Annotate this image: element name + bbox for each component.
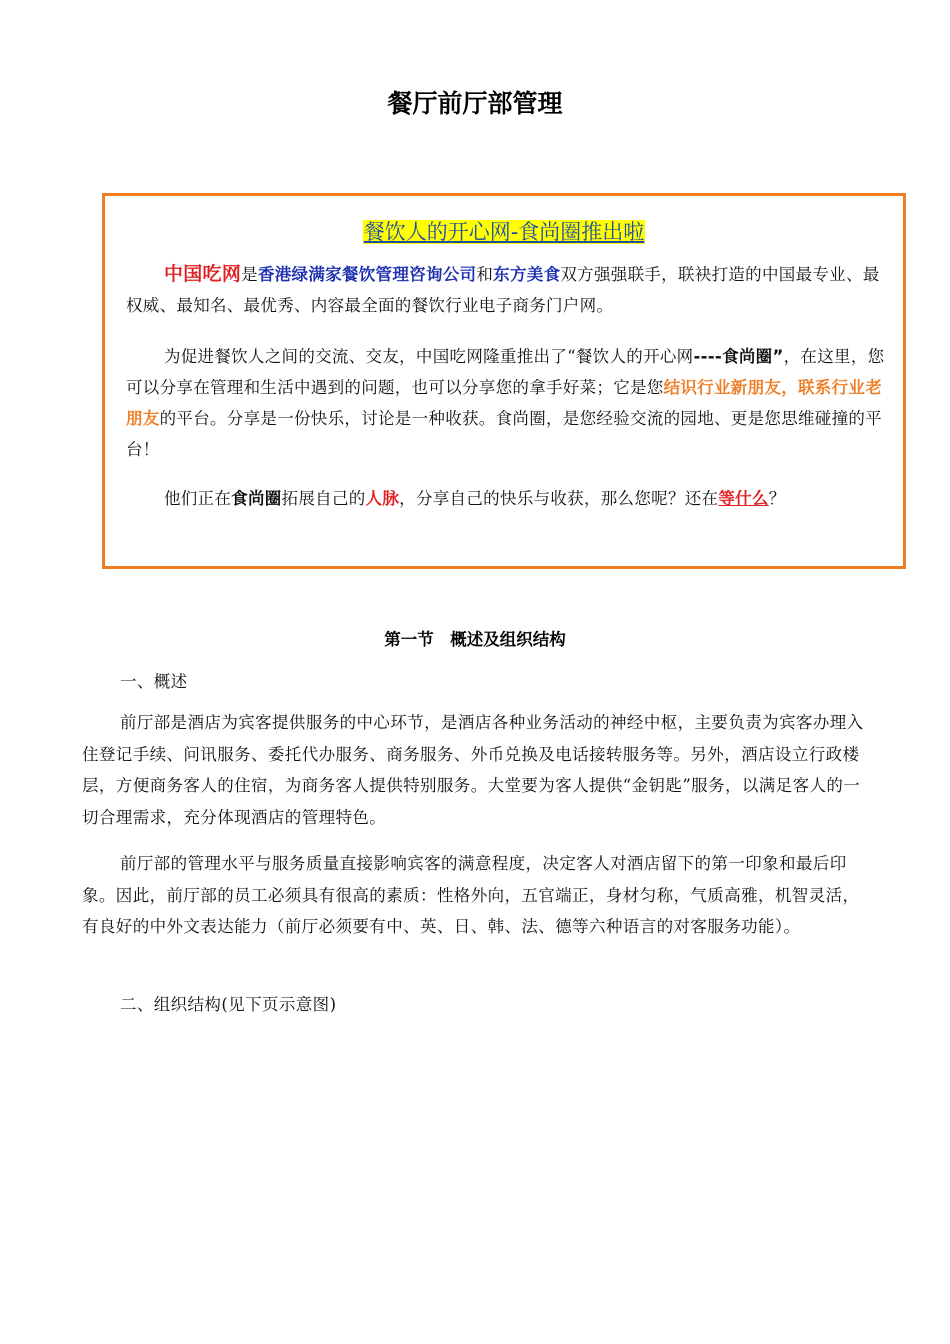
waiting-link[interactable]: 等什么 — [718, 489, 769, 508]
circle-name: 食尚圈 — [231, 489, 282, 508]
promo-heading[interactable] — [105, 216, 903, 246]
promo-text: ，在这里，您可以分享在管理和生活中遇到的问题，也可以分享您的拿手好菜；它是您 — [126, 347, 885, 397]
heading-overview: 一、概述 — [119, 672, 188, 691]
promo-text: 是 — [241, 265, 258, 284]
promo-text: 他们正在 — [163, 489, 232, 508]
promo-box — [102, 193, 906, 569]
company-name: 香港绿满家餐饮管理咨询公司 — [257, 265, 477, 284]
promo-paragraph-2 — [126, 341, 896, 465]
document-title: 餐厅前厅部管理 — [387, 89, 563, 118]
promo-text: 为促进餐饮人之间的交流、交友，中国吃网隆重推出了“餐饮人的开心网 — [163, 347, 694, 366]
partner-name: 东方美食 — [493, 265, 561, 284]
paragraph-overview-2: 前厅部的管理水平与服务质量直接影响宾客的满意程度，决定客人对酒店留下的第一印象和最后印象。因此，前厅部的员工必须具有很高的素质：性格外向，五官端正，身材匀称，气质高雅，机智灵活，有良好的中外文表达能力（前厅必须要有中、英、日、韩、法、德等六种语言的对客服务功能）。 — [82, 854, 860, 936]
promo-text: 和 — [476, 265, 494, 284]
promo-text: ？ — [768, 489, 786, 508]
circle-highlight: ----食尚圈” — [693, 347, 784, 366]
section-title: 第一节 概述及组织结构 — [384, 630, 566, 649]
promo-paragraph-3 — [126, 483, 896, 514]
friends-highlight: 结识行业新朋友，联系行业老朋友 — [126, 378, 883, 428]
promo-text: 双方强强联手，联袂打造的中国最专业、最权威、最知名、最优秀、内容最全面的餐饮行业电子商务门户网。 — [126, 265, 880, 315]
heading-organization: 二、组织结构(见下页示意图) — [119, 995, 337, 1014]
promo-text: ，分享自己的快乐与收获，那么您呢？还在 — [399, 489, 719, 508]
promo-text: 的平台。分享是一份快乐，讨论是一种收获。食尚圈，是您经验交流的园地、更是您思维碰撞的平台！ — [126, 409, 883, 459]
promo-paragraph-1 — [126, 259, 896, 321]
network-highlight: 人脉 — [365, 489, 400, 508]
brand-name: 中国吃网 — [163, 263, 242, 285]
paragraph-overview-1: 前厅部是酒店为宾客提供服务的中心环节，是酒店各种业务活动的神经中枢，主要负责为宾客办理入住登记手续、问讯服务、委托代办服务、商务服务、外币兑换及电话接转服务等。另外，酒店设立行政楼层，方便商务客人的住宿，为商务客人提供特别服务。大堂要为客人提供“金钥匙”服务，以满足客人的一切合理需求，充分体现酒店的管理特色。 — [82, 713, 864, 827]
promo-heading-link[interactable]: 餐饮人的开心网-食尚圈推出啦 — [363, 220, 645, 244]
promo-text: 拓展自己的 — [281, 489, 366, 508]
